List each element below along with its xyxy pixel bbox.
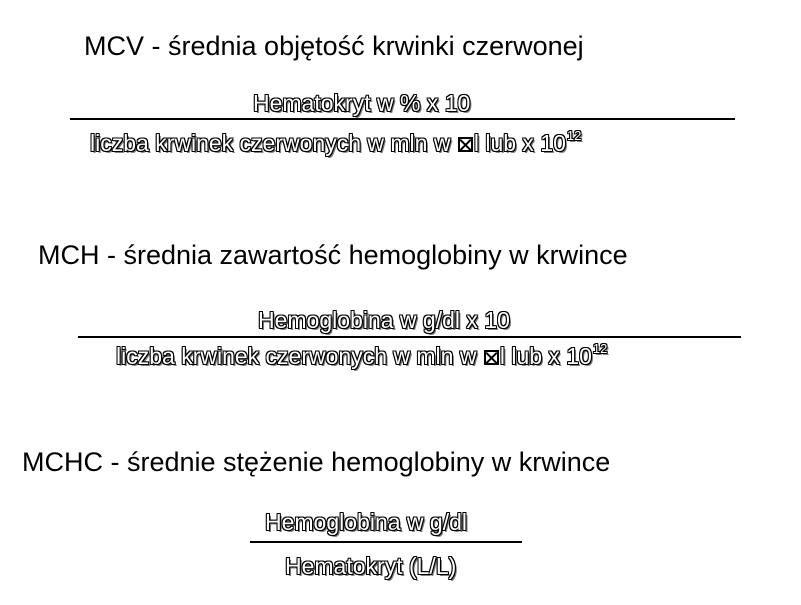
mch-denominator-text: liczba krwinek czerwonych w mln w: [116, 343, 483, 369]
mch-exponent: 12: [592, 341, 608, 356]
mcv-exponent: 12: [566, 128, 582, 143]
micro-symbol-box-icon: [484, 350, 499, 365]
mchc-title: MCHC - średnie stężenie hemoglobiny w krwince: [22, 447, 611, 477]
mch-title: MCH - średnia zawartość hemoglobiny w krwince: [38, 240, 628, 270]
mcv-denominator-unit: l lub x 10: [473, 130, 566, 156]
mcv-denominator: [90, 130, 581, 160]
mchc-numerator: Hemoglobina w g/dl: [265, 509, 468, 535]
mchc-fraction-bar: [250, 541, 522, 543]
mch-numerator: Hemoglobina w g/dl x 10: [258, 307, 510, 333]
mcv-title: MCV - średnia objętość krwinki czerwonej: [84, 31, 584, 61]
mch-fraction-bar: [78, 336, 741, 338]
micro-symbol-box-icon: [458, 137, 473, 152]
mch-denominator-unit: l lub x 10: [499, 343, 592, 369]
mch-denominator: [116, 343, 607, 373]
mcv-numerator: Hematokryt w % x 10: [253, 90, 471, 116]
mcv-denominator-text: liczba krwinek czerwonych w mln w: [90, 130, 457, 156]
mcv-fraction-bar: [70, 118, 735, 120]
mchc-denominator: Hematokryt (L/L): [285, 553, 457, 579]
